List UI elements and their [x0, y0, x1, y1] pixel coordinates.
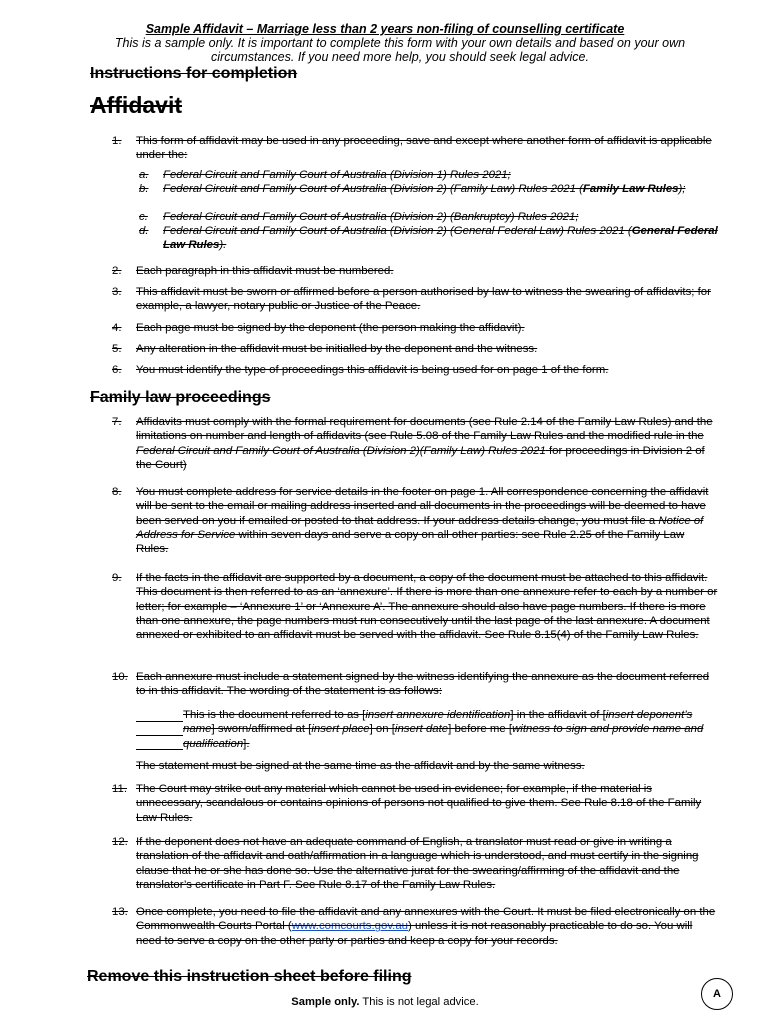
instruction-item-13: 13. Once complete, you need to file the affidavit and any annexures with the Court. It must be filed electronically on the Commonwealth Courts Portal (www.comcourts.gov.au) unless it is not reasonably practicable to do so. You will need to serve a copy on the other party or parties and keep a copy for your records. — [112, 906, 716, 947]
instruction-item-4: 4. Each page must be signed by the deponent (the person making the affidavit). — [112, 322, 525, 334]
instruction-item-8: 8. You must complete address for service details in the footer on page 1. All correspondence concerning the affidavit will be sent to the email or mailing address inserted and all documents in the proceedings will be deemed to have been served on you if emailed or posted to that address. If your address details change, you must file a Notice of Address for Service within seven days and serve a copy on all other parties: see Rule 2.25 of the Family Law Rules. — [112, 486, 709, 556]
remove-instructions-heading: Remove this instruction sheet before filing — [87, 968, 412, 985]
footer-disclaimer: Sample only. This is not legal advice. — [291, 996, 479, 1008]
document-subtitle: This is a sample only. It is important to complete this form with your own details and based on your own circumstances. If you need more help, you should seek legal advice. — [114, 36, 686, 64]
annexure-statement: This is the document referred to as [insert annexure identification] in the affidavit of [insert deponent’s name] sworn/affirmed at [insert place] on [insert date] before me [witness to sign and provide name and qualification]. — [136, 708, 716, 751]
instructions-heading: Instructions for completion — [90, 65, 298, 82]
rule-list-item-d: d. Federal Circuit and Family Court of Australia (Division 2) (General Federal Law) Rules 2021 (General Federal Law Rules). — [139, 225, 718, 251]
statement-note: The statement must be signed at the same time as the affidavit and by the same witness. — [136, 760, 585, 772]
family-law-heading: Family law proceedings — [90, 389, 271, 406]
document-title: Sample Affidavit – Marriage less than 2 years non-filing of counselling certificate — [145, 22, 625, 36]
instruction-item-7: 7. Affidavits must comply with the formal requirement for documents (see Rule 2.14 of the Family Law Rules) and the limitations on number and length of affidavits (see Rule 5.08 of the Family Law Rules and the modified rule in the Federal Circuit and Family Court of Australia (Division 2)(Family Law) Rules 2021 for proceedings in Division 2 of the Court) — [112, 416, 713, 471]
instruction-item-1: 1. This form of affidavit may be used in any proceeding, save and except where another form of affidavit is applicable under the: — [112, 135, 712, 162]
instruction-item-10: 10. Each annexure must include a statement signed by the witness identifying the annexure as the document referred to in this affidavit. The wording of the statement is as follows: — [112, 671, 710, 698]
instruction-item-6: 6. You must identify the type of proceedings this affidavit is being used for on page 1 of the form. — [112, 364, 609, 376]
rule-list-item-b: b. Federal Circuit and Family Court of Australia (Division 2) (Family Law) Rules 2021 (Family Law Rules); — [139, 183, 686, 195]
instruction-item-12: 12. If the deponent does not have an adequate command of English, a translator must read or give in writing a translation of the affidavit and oath/affirmation in a language which is understood, and must certify in the signing clause that he or she has done so. Use the alternative jurat for the swearing/affirming of the affidavit and the translator’s certificate in Part F. See Rule 8.17 of the Family Law Rules. — [112, 836, 699, 891]
instruction-item-9: 9. If the facts in the affidavit are supported by a document, a copy of the document must be attached to this affidavit. This document is then referred to as an ‘annexure’. If there is more than one annexure refer to each by a number or letter; for example – ‘Annexure 1’ or ‘Annexure A’. The annexure should also have page numbers. If there is more than one annexure, the page numbers must run consecutively until the last page of the last annexure. A document annexed or exhibited to an affidavit must be served with the affidavit. See Rule 8.15(4) of the Family Law Rules. — [112, 572, 718, 642]
page-badge: A — [701, 978, 733, 1010]
affidavit-heading: Affidavit — [90, 92, 182, 118]
comcourts-portal-link[interactable]: www.comcourts.gov.au — [291, 920, 409, 933]
instruction-item-11: 11. The Court may strike out any material which cannot be used in evidence; for example, if the material is unnecessary, scandalous or contains opinions of persons not qualified to give them. See Rule 8.18 of the Family Law Rules. — [112, 783, 702, 824]
instruction-item-3: 3. This affidavit must be sworn or affirmed before a person authorised by law to witness the swearing of affidavits; for example, a lawyer, notary public or Justice of the Peace. — [112, 286, 711, 313]
rule-list-item-a: a. Federal Circuit and Family Court of Australia (Division 1) Rules 2021; — [139, 169, 511, 181]
instruction-item-2: 2. Each paragraph in this affidavit must be numbered. — [112, 265, 394, 277]
instruction-item-5: 5. Any alteration in the affidavit must be initialled by the deponent and the witness. — [112, 343, 538, 355]
rule-list-item-c: c. Federal Circuit and Family Court of Australia (Division 2) (Bankruptcy) Rules 2021; — [139, 211, 579, 223]
